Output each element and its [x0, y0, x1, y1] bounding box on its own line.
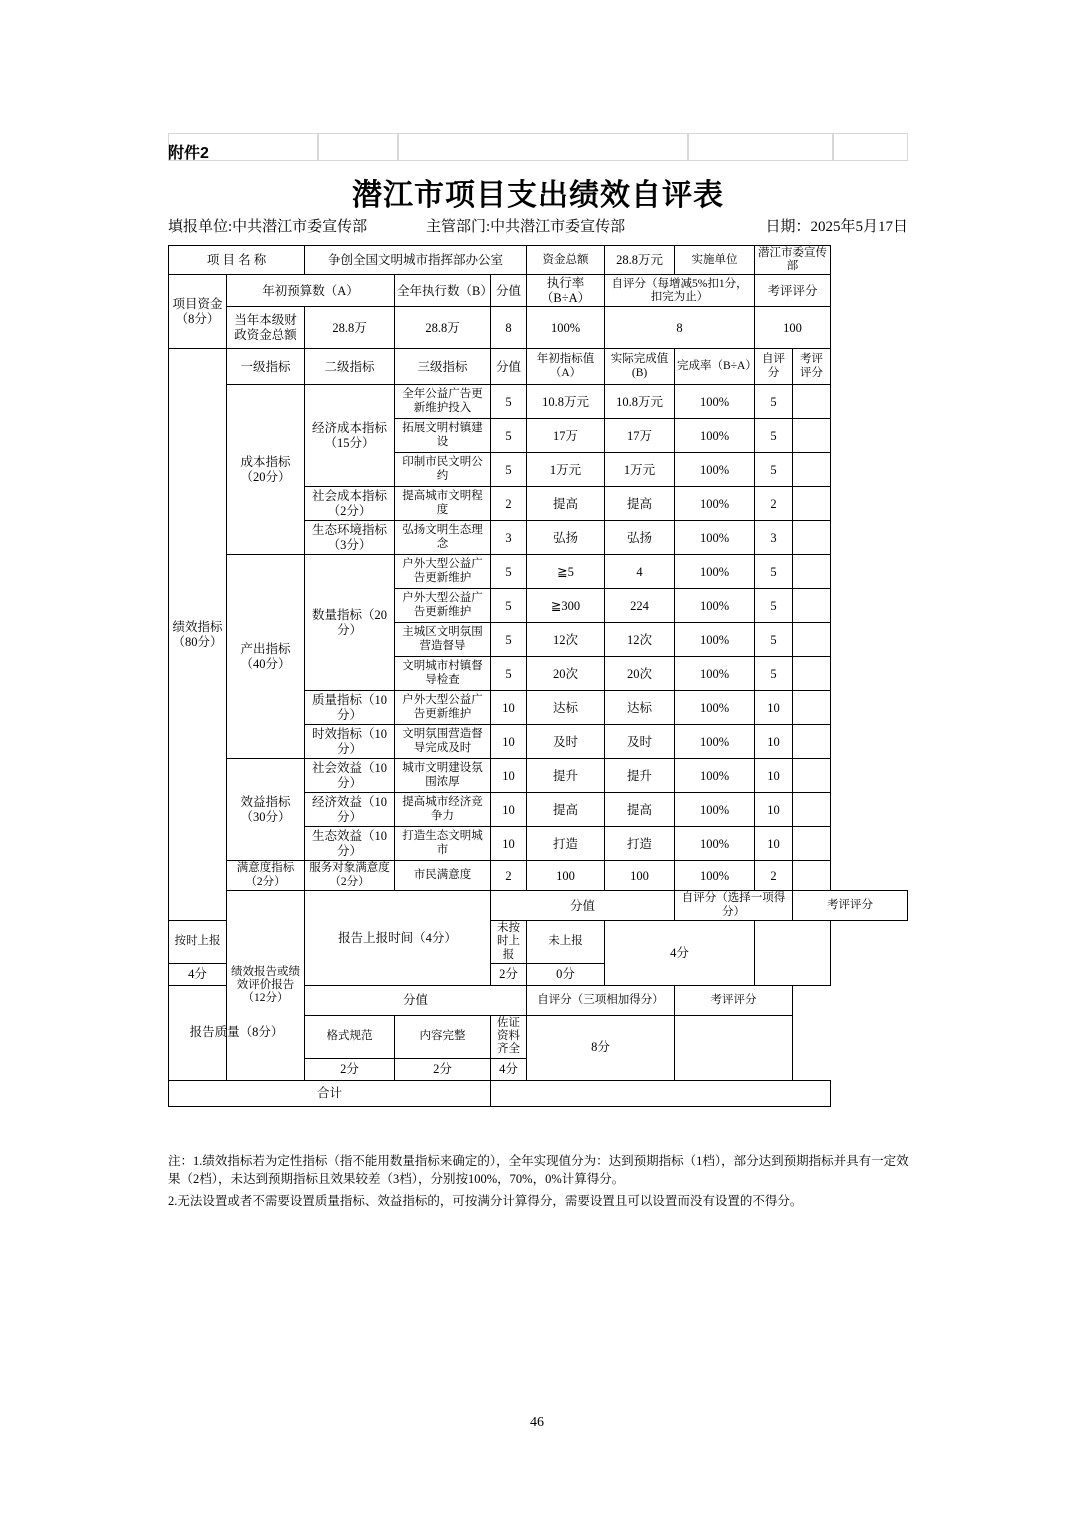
fund-total-label: 资金总额: [527, 246, 605, 275]
cell-score: 5: [491, 419, 527, 453]
cell-review: [793, 419, 831, 453]
l1-cost: 成本指标（20分）: [227, 385, 305, 555]
time-self-value: 4分: [605, 921, 755, 986]
header-l1: 一级指标: [227, 349, 305, 385]
cell-review: [793, 691, 831, 725]
quality-value-content: 2分: [395, 1058, 491, 1080]
l3-indicator: 提高城市文明程度: [395, 487, 491, 521]
cell-rate: 100%: [675, 453, 755, 487]
cell-target: 10.8万元: [527, 385, 605, 419]
quality-review-value: [675, 1015, 793, 1080]
report-time-score-header: 分值: [491, 891, 675, 921]
time-option-ontime: 按时上报: [169, 921, 227, 964]
cell-target: 20次: [527, 657, 605, 691]
cell-actual: 4: [605, 555, 675, 589]
cell-score: 2: [491, 861, 527, 891]
supervisor-unit: 主管部门:中共潜江市委宣传部: [426, 219, 626, 235]
l2-social-benefit: 社会效益（10分）: [305, 759, 395, 793]
footnotes: [168, 1152, 913, 1214]
cell-target: 100: [527, 861, 605, 891]
cell-actual: 17万: [605, 419, 675, 453]
cell-review: [793, 555, 831, 589]
time-option-none: 未上报: [527, 921, 605, 964]
report-quality-score-header: 分值: [305, 985, 527, 1015]
cell-review: [793, 521, 831, 555]
impl-unit-value: 潜江市委宣传部: [755, 246, 831, 275]
l3-indicator: 印制市民文明公约: [395, 453, 491, 487]
cell-score: 10: [491, 759, 527, 793]
cell-score: 10: [491, 725, 527, 759]
header-self: 自评分: [755, 349, 793, 385]
l3-indicator: 主城区文明氛围营造督导: [395, 623, 491, 657]
cell-rate: 100%: [675, 861, 755, 891]
cell-rate: 100%: [675, 487, 755, 521]
cell-target: 打造: [527, 827, 605, 861]
report-quality-review-header: 考评评分: [675, 985, 793, 1015]
table-row: [169, 275, 908, 307]
cell-rate: 100%: [675, 759, 755, 793]
cell-self: 5: [755, 385, 793, 419]
cell-self: 5: [755, 419, 793, 453]
cell-score: 5: [491, 385, 527, 419]
report-quality-self-header: 自评分（三项相加得分）: [527, 985, 675, 1015]
table-row: [169, 349, 908, 385]
col-rate: 执行率（B÷A）: [527, 275, 605, 307]
header-rate: 完成率（B÷A）: [675, 349, 755, 385]
cell-review: [793, 589, 831, 623]
cell-review: [793, 487, 831, 521]
table-row: [169, 1080, 908, 1106]
quality-option-content: 内容完整: [395, 1015, 491, 1058]
fund-self: 8: [605, 307, 755, 349]
impl-unit-label: 实施单位: [675, 246, 755, 275]
header-l2: 二级指标: [305, 349, 395, 385]
fund-budget: 28.8万: [305, 307, 395, 349]
cell-review: [793, 861, 831, 891]
l3-indicator: 户外大型公益广告更新维护: [395, 691, 491, 725]
cell-actual: 提升: [605, 759, 675, 793]
cell-review: [793, 759, 831, 793]
top-grid-decoration: [168, 133, 908, 161]
cell-target: 提高: [527, 793, 605, 827]
table-row: [169, 385, 908, 419]
cell-score: 10: [491, 691, 527, 725]
cell-rate: 100%: [675, 725, 755, 759]
l3-indicator: 市民满意度: [395, 861, 491, 891]
l3-indicator: 户外大型公益广告更新维护: [395, 555, 491, 589]
header-target: 年初指标值（A）: [527, 349, 605, 385]
perf-section-label: 绩效指标（80分）: [169, 349, 227, 921]
l2-service-satisfaction: 服务对象满意度（2分）: [305, 861, 395, 891]
cell-actual: 100: [605, 861, 675, 891]
fund-section-label: 项目资金（8分）: [169, 275, 227, 349]
cell-actual: 224: [605, 589, 675, 623]
page-number: 46: [530, 1415, 544, 1430]
time-review-value: [755, 921, 831, 986]
cell-score: 10: [491, 827, 527, 861]
l3-indicator: 文明氛围营造督导完成及时: [395, 725, 491, 759]
cell-review: [793, 385, 831, 419]
fund-rate: 100%: [527, 307, 605, 349]
quality-option-evidence: 佐证资料齐全: [491, 1015, 527, 1058]
cell-self: 2: [755, 861, 793, 891]
table-row: [169, 861, 908, 891]
l2-eco-env: 生态环境指标（3分）: [305, 521, 395, 555]
cell-self: 5: [755, 623, 793, 657]
fund-exec: 28.8万: [395, 307, 491, 349]
cell-actual: 12次: [605, 623, 675, 657]
cell-actual: 提高: [605, 487, 675, 521]
cell-score: 5: [491, 589, 527, 623]
report-section-label: 绩效报告或绩效评价报告（12分）: [227, 891, 305, 1080]
cell-score: 10: [491, 793, 527, 827]
cell-self: 2: [755, 487, 793, 521]
header-score: 分值: [491, 349, 527, 385]
time-value-none: 0分: [527, 963, 605, 985]
total-value: [491, 1080, 831, 1106]
col-score: 分值: [491, 275, 527, 307]
cell-score: 5: [491, 623, 527, 657]
cell-self: 10: [755, 691, 793, 725]
cell-target: 提高: [527, 487, 605, 521]
cell-rate: 100%: [675, 657, 755, 691]
cell-actual: 达标: [605, 691, 675, 725]
l3-indicator: 文明城市村镇督导检查: [395, 657, 491, 691]
col-review-score: 考评评分: [755, 275, 831, 307]
table-row: [169, 307, 908, 349]
footnote-1: 注：1.绩效指标若为定性指标（指不能用数量指标来确定的），全年实现值分为：达到预期指标（1档），部分达到预期指标并具有一定效果（2档），未达到预期指标且效果较差（3档），分别按100%，70%，0%计算得分。: [168, 1154, 909, 1187]
time-value-ontime: 4分: [169, 963, 227, 985]
footnote-2: 2.无法设置或者不需要设置质量指标、效益指标的，可按满分计算得分，需要设置且可以设置而没有设置的不得分。: [168, 1194, 803, 1209]
header-actual: 实际完成值(B): [605, 349, 675, 385]
table-row: [169, 555, 908, 589]
fund-review: 100: [755, 307, 831, 349]
cell-target: 12次: [527, 623, 605, 657]
table-row: [169, 891, 908, 921]
cell-rate: 100%: [675, 521, 755, 555]
cell-actual: 20次: [605, 657, 675, 691]
fund-total-value: 28.8万元: [605, 246, 675, 275]
cell-actual: 打造: [605, 827, 675, 861]
project-name-value: 争创全国文明城市指挥部办公室: [305, 246, 527, 275]
attachment-label: 附件2: [168, 145, 209, 162]
cell-actual: 提高: [605, 793, 675, 827]
l1-benefit: 效益指标（30分）: [227, 759, 305, 861]
table-row: [169, 246, 908, 275]
cell-score: 2: [491, 487, 527, 521]
l3-indicator: 城市文明建设氛围浓厚: [395, 759, 491, 793]
cell-rate: 100%: [675, 691, 755, 725]
table-row: [169, 759, 908, 793]
report-time-self-header: 自评分（选择一项得分）: [675, 891, 793, 921]
l2-eco-benefit: 生态效益（10分）: [305, 827, 395, 861]
cell-actual: 弘扬: [605, 521, 675, 555]
l2-economic-benefit: 经济效益（10分）: [305, 793, 395, 827]
header-review: 考评评分: [793, 349, 831, 385]
cell-rate: 100%: [675, 827, 755, 861]
l3-indicator: 提高城市经济竞争力: [395, 793, 491, 827]
report-date: 日期：2025年5月17日: [765, 219, 908, 235]
cell-self: 10: [755, 725, 793, 759]
cell-review: [793, 453, 831, 487]
cell-actual: 及时: [605, 725, 675, 759]
cell-target: 弘扬: [527, 521, 605, 555]
l3-indicator: 全年公益广告更新维护投入: [395, 385, 491, 419]
cell-actual: 10.8万元: [605, 385, 675, 419]
total-label: 合计: [169, 1080, 491, 1106]
quality-option-format: 格式规范: [305, 1015, 395, 1058]
l3-indicator: 户外大型公益广告更新维护: [395, 589, 491, 623]
cell-self: 10: [755, 759, 793, 793]
cell-self: 10: [755, 827, 793, 861]
cell-score: 5: [491, 555, 527, 589]
header-l3: 三级指标: [395, 349, 491, 385]
quality-value-format: 2分: [305, 1058, 395, 1080]
cell-target: 17万: [527, 419, 605, 453]
l2-social-cost: 社会成本指标（2分）: [305, 487, 395, 521]
cell-self: 3: [755, 521, 793, 555]
cell-target: 及时: [527, 725, 605, 759]
report-time-review-header: 考评评分: [793, 891, 908, 921]
cell-score: 5: [491, 453, 527, 487]
cell-rate: 100%: [675, 385, 755, 419]
cell-review: [793, 725, 831, 759]
l2-economic-cost: 经济成本指标（15分）: [305, 385, 395, 487]
cell-self: 5: [755, 657, 793, 691]
fund-item-label: 当年本级财政资金总额: [227, 307, 305, 349]
cell-review: [793, 657, 831, 691]
page-title: 潜江市项目支出绩效自评表: [352, 179, 724, 212]
cell-target: 达标: [527, 691, 605, 725]
l2-timeliness: 时效指标（10分）: [305, 725, 395, 759]
l3-indicator: 拓展文明村镇建设: [395, 419, 491, 453]
l1-output: 产出指标（40分）: [227, 555, 305, 759]
quality-self-value: 8分: [527, 1015, 675, 1080]
l2-quality: 质量指标（10分）: [305, 691, 395, 725]
l3-indicator: 弘扬文明生态理念: [395, 521, 491, 555]
project-name-label: 项 目 名 称: [169, 246, 305, 275]
report-quality-label: 报告质量（8分）: [169, 985, 305, 1080]
time-option-late: 未按时上报: [491, 921, 527, 964]
time-value-late: 2分: [491, 963, 527, 985]
fund-score: 8: [491, 307, 527, 349]
cell-rate: 100%: [675, 419, 755, 453]
filler-unit: 填报单位:中共潜江市委宣传部: [168, 219, 368, 235]
cell-target: ≧300: [527, 589, 605, 623]
cell-self: 5: [755, 453, 793, 487]
col-budget: 年初预算数（A）: [227, 275, 395, 307]
col-exec: 全年执行数（B）: [395, 275, 491, 307]
l3-indicator: 打造生态文明城市: [395, 827, 491, 861]
cell-review: [793, 623, 831, 657]
cell-review: [793, 827, 831, 861]
cell-self: 5: [755, 589, 793, 623]
cell-review: [793, 793, 831, 827]
performance-table: [168, 245, 908, 1107]
cell-target: ≧5: [527, 555, 605, 589]
col-self-score: 自评分（每增减5%扣1分，扣完为止）: [605, 275, 755, 307]
cell-score: 3: [491, 521, 527, 555]
cell-rate: 100%: [675, 589, 755, 623]
l1-satisfaction: 满意度指标（2分）: [227, 861, 305, 891]
report-time-label: 报告上报时间（4分）: [305, 891, 491, 986]
cell-rate: 100%: [675, 623, 755, 657]
cell-rate: 100%: [675, 555, 755, 589]
l2-quantity: 数量指标（20分）: [305, 555, 395, 691]
cell-target: 提升: [527, 759, 605, 793]
cell-actual: 1万元: [605, 453, 675, 487]
cell-rate: 100%: [675, 793, 755, 827]
cell-target: 1万元: [527, 453, 605, 487]
cell-self: 5: [755, 555, 793, 589]
cell-score: 5: [491, 657, 527, 691]
quality-value-evidence: 4分: [491, 1058, 527, 1080]
cell-self: 10: [755, 793, 793, 827]
